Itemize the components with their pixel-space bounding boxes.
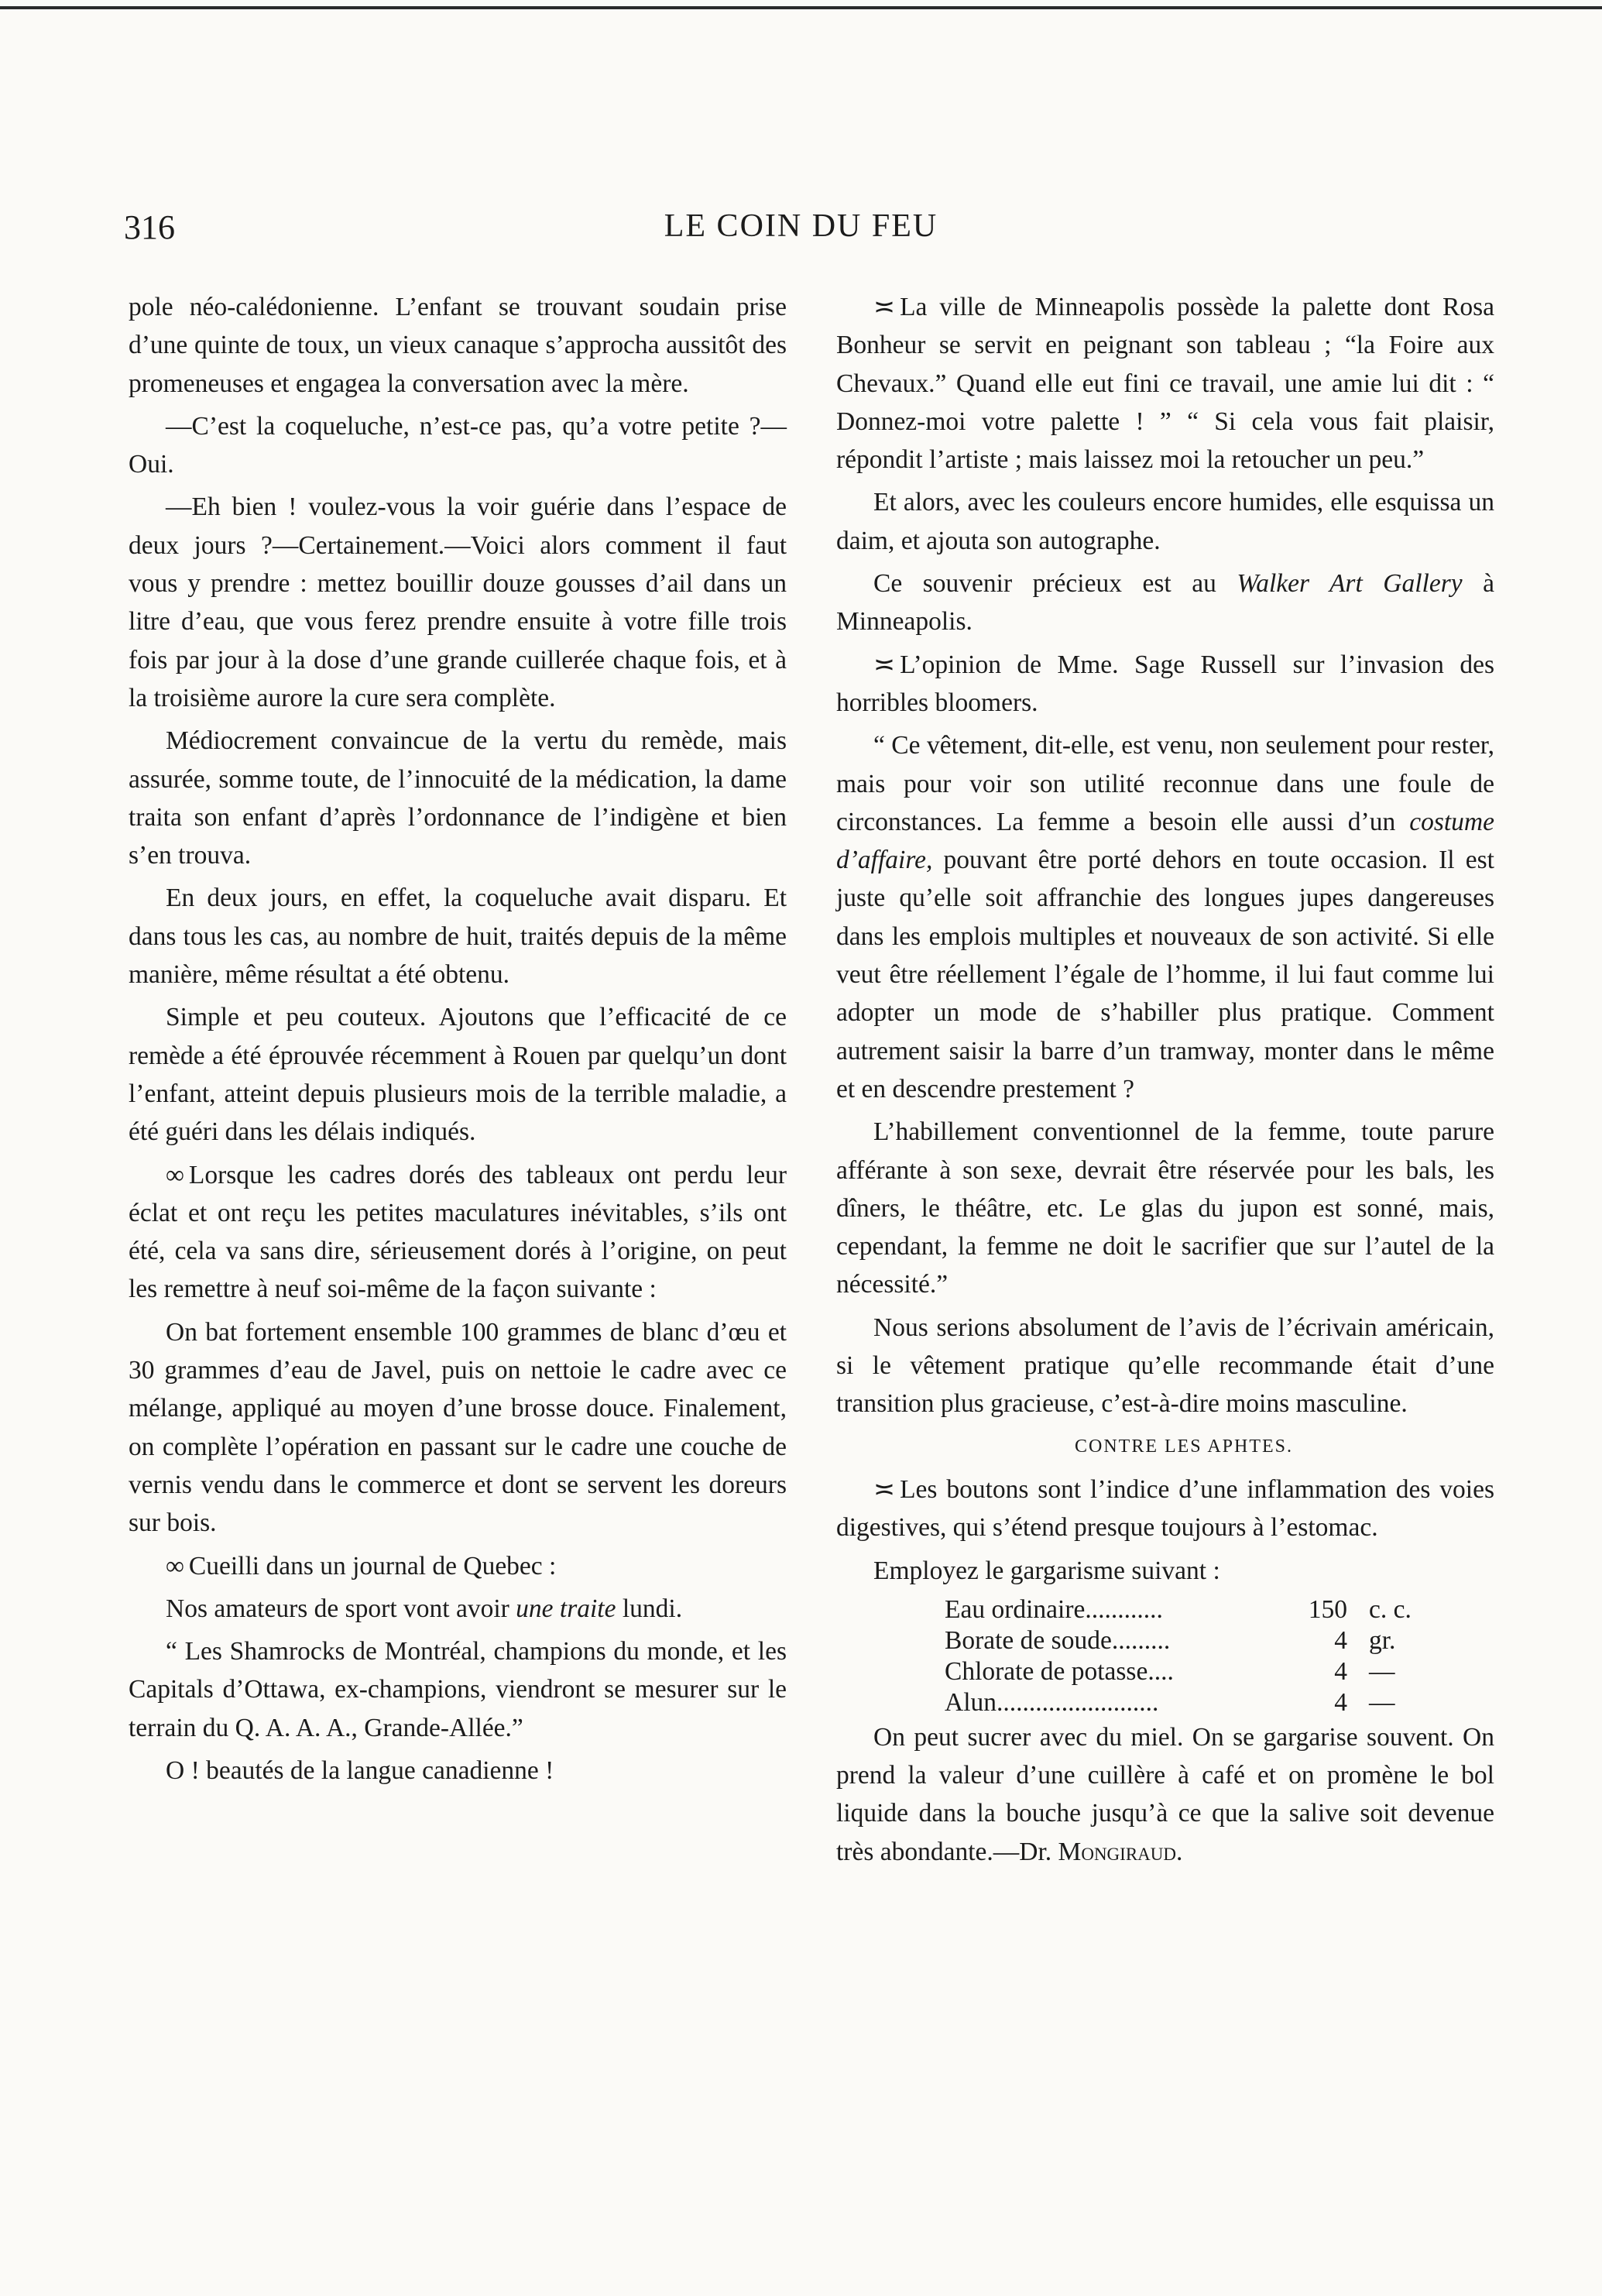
paragraph: pole néo-calédonienne. L’enfant se trouvant soudain prise d’une quinte de toux, un vieux canaque s’approcha aussitôt des promeneuses et engagea la conversation avec la mère. [129, 293, 787, 398]
paragraph-text: L’opinion de Mme. Sage Russell sur l’invasion des horribles bloomers. [836, 650, 1494, 717]
paragraph-text: Lorsque les cadres dorés des tableaux ont perdu leur éclat et ont reçu les petites maculatures inévitables, s’ils ont été, cela va sans dire, sérieusement dorés à l’origine, on peut les remettre à neuf soi-même de la façon suivante : [129, 1160, 787, 1304]
right-column [836, 288, 1494, 1876]
paragraph-text: “ Ce vêtement, dit-elle, est venu, non seulement pour rester, mais pour voir son utilité reconnue dans une foule de circonstances. La femme a besoin elle aussi d’un [836, 731, 1494, 836]
table-row [945, 1625, 1439, 1656]
paragraph: Nous serions absolument de l’avis de l’écrivain américain, si le vêtement pratique qu’elle recommande était d’une transition plus gracieuse, c’est-à-dire moins masculine. [836, 1313, 1494, 1419]
paragraph-text: On peut sucrer avec du miel. On se gargarise souvent. On prend la valeur d’une cuillère à café et on promène le bol liquide dans la bouche jusqu’à ce que la salive soit devenue très abondante.—Dr. [836, 1722, 1494, 1866]
top-rule [0, 6, 1602, 9]
paragraph: Employez le gargarisme suivant : [873, 1556, 1220, 1585]
paragraph: “ Les Shamrocks de Montréal, champions du monde, et les Capitals d’Ottawa, ex-champions, viendront se mesurer sur le terrain du Q. A. A. A., Grande-Allée.” [129, 1637, 787, 1742]
paragraph [836, 1471, 1494, 1547]
section-mark-icon: ∞ [166, 1160, 183, 1189]
paragraph: —C’est la coqueluche, n’est-ce pas, qu’a votre petite ?—Oui. [129, 411, 787, 479]
paragraph: —Eh bien ! voulez-vous la voir guérie dans l’espace de deux jours ?—Certainement.—Voici alors comment il faut vous y prendre : mettez bouillir douze gousses d’ail dans un litre d’eau, que vous ferez prendre ensuite à votre fille trois fois par jour à la dose d’une grande cuillerée chaque fois, et à la troisième aurore la cure sera complète. [129, 492, 787, 712]
left-column [129, 288, 787, 1794]
paragraph [836, 1718, 1494, 1871]
unit: c. c. [1369, 1594, 1412, 1624]
section-mark-icon: ≍ [873, 650, 894, 679]
unit: gr. [1369, 1625, 1396, 1655]
paragraph: O ! beautés de la langue canadienne ! [166, 1755, 554, 1785]
paragraph: Et alors, avec les couleurs encore humides, elle esquissa un daim, et ajouta son autographe. [836, 488, 1494, 555]
quantity: 150 [1308, 1594, 1347, 1624]
paragraph [129, 1547, 787, 1585]
ingredient: Alun......................... [945, 1687, 1159, 1717]
italic-text: Walker Art Gallery [1237, 569, 1463, 599]
section-mark-icon: ≍ [873, 293, 894, 321]
unit: — [1369, 1656, 1395, 1686]
section-mark-icon: ≍ [873, 1474, 894, 1504]
paragraph-text: Les boutons sont l’indice d’une inflammation des voies digestives, qui s’étend presque toujours à l’estomac. [836, 1474, 1494, 1543]
ingredient: Borate de soude......... [945, 1625, 1171, 1655]
paragraph: En deux jours, en effet, la coqueluche avait disparu. Et dans tous les cas, au nombre de huit, traités depuis de la même manière, même résultat a été obtenu. [129, 884, 787, 990]
italic-text: costume d’affaire, [836, 807, 1494, 875]
paragraph [836, 646, 1494, 722]
paragraph: Médiocrement convaincue de la vertu du remède, mais assurée, somme toute, de l’innocuité de la médication, la dame traita son enfant d’après l’ordonnance de l’indigène et bien s’en trouva. [129, 726, 787, 870]
paragraph-text: pouvant être porté dehors en toute occasion. Il est juste qu’elle soit affranchie des longues jupes dangereuses dans les emplois multiples et nouveaux de son activité. Si elle veut être réellement l’égale de l’homme, il lui faut comme lui adopter un mode de s’habiller plus pratique. Comment autrement saisir la barre d’un tramway, monter dans le même et en descendre prestement ? [836, 846, 1494, 1103]
running-title: LE COIN DU FEU [664, 208, 938, 244]
section-title: CONTRE LES APHTES. [1074, 1436, 1294, 1457]
paragraph-text: lundi. [622, 1594, 683, 1623]
paragraph [836, 726, 1494, 1108]
quantity: 4 [1334, 1656, 1347, 1686]
paragraph-text: Nos amateurs de sport vont avoir [166, 1594, 509, 1623]
paragraph [129, 1590, 787, 1628]
paragraph: Simple et peu couteux. Ajoutons que l’efficacité de ce remède a été éprouvée récemment à Rouen par quelqu’un dont l’enfant, atteint depuis plusieurs mois de la terrible maladie, a été guéri dans les délais indiqués. [129, 1003, 787, 1147]
author-name: Mongiraud. [1058, 1837, 1183, 1866]
ingredient: Chlorate de potasse.... [945, 1656, 1174, 1686]
paragraph-text: à Minneapolis. [836, 569, 1495, 637]
table-row [945, 1687, 1439, 1718]
paragraph-text: Cueilli dans un journal de Quebec : [188, 1551, 557, 1580]
quantity: 4 [1334, 1687, 1347, 1717]
table-row [945, 1594, 1439, 1625]
paragraph [129, 1156, 787, 1309]
section-mark-icon: ∞ [166, 1551, 183, 1580]
ingredient: Eau ordinaire............ [945, 1594, 1163, 1624]
paragraph-text: La ville de Minneapolis possède la palette dont Rosa Bonheur se servit en peignant son tableau ; “la Foire aux Chevaux.” Quand elle eut fini ce travail, une amie lui dit : “ Donnez-moi votre palette ! ” “ Si cela vous fait plaisir, répondit l’artiste ; mais laissez moi la retoucher un peu.” [836, 293, 1494, 475]
quantity: 4 [1334, 1625, 1347, 1655]
paragraph [836, 288, 1494, 479]
italic-text: une traite [516, 1594, 616, 1623]
paragraph-text: Ce souvenir précieux est au [873, 569, 1216, 599]
unit: — [1369, 1687, 1395, 1717]
paragraph: On bat fortement ensemble 100 grammes de blanc d’œu et 30 grammes d’eau de Javel, puis on nettoie le cadre avec ce mélange, appliqué au moyen d’une brosse douce. Finalement, on complète l’opération en passant sur le cadre une couche de vernis vendu dans le commerce et dont se servent les doreurs sur bois. [129, 1317, 787, 1538]
page-number: 316 [124, 208, 175, 246]
paragraph [836, 565, 1494, 641]
recipe-table [945, 1594, 1439, 1718]
table-row [945, 1656, 1439, 1687]
paragraph: L’habillement conventionnel de la femme, toute parure afférante à son sexe, devrait être réservée pour les bals, les dîners, le théâtre, etc. Le glas du jupon est sonné, mais, cependant, la femme ne doit le sacrifier que sur l’autel de la nécessité.” [836, 1117, 1494, 1299]
